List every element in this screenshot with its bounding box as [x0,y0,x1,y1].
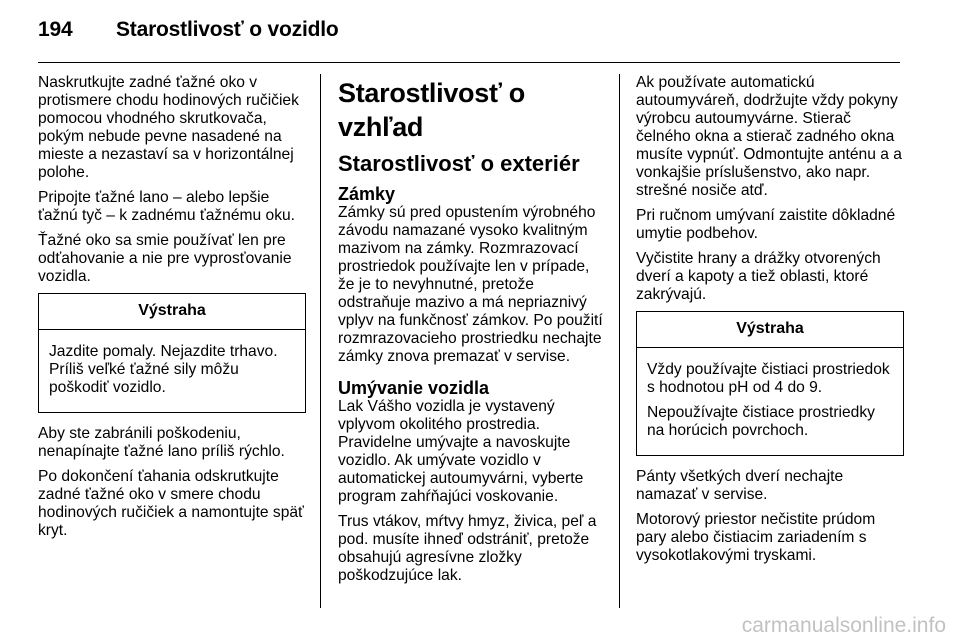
warning-box [38,293,306,413]
section-title: Starostlivosť o vozidlo [116,18,339,41]
warning-box [636,311,904,456]
paragraph: Vyčistite hrany a drážky otvorených dverí a kapoty a tiež oblasti, ktoré zakrývajú. [636,250,881,303]
header-rule [38,62,900,63]
paragraph: Motorový priestor nečistite prúdom pary alebo čistiacim zariadením s vysokotlakovými tryskami. [636,511,876,564]
subsection-heading-locks: Zámky [338,184,396,204]
paragraph: Lak Vášho vozidla je vystavený vplyvom okolitého prostredia. Pravidelne umývajte a navoskujte vozidlo. Ak umývate vozidlo v automatickej autoumyvárni, vyberte program zahŕňajúci voskovanie. [338,398,584,505]
paragraph: Aby ste zabránili poškodeniu, nenapínajte ťažné lano príliš rýchlo. [38,425,285,460]
page-header [38,18,339,42]
warning-text: Vždy používajte čistiaci prostriedok s hodnotou pH od 4 do 9. [647,361,890,396]
paragraph: Trus vtákov, mŕtvy hmyz, živica, peľ a pod. musíte ihneď odstrániť, pretože obsahujú agresívne zložky poškodzujúce lak. [338,513,597,584]
paragraph: Naskrutkujte zadné ťažné oko v protismere chodu hodinových ručičiek pomocou vhodného skrutkovača, pokým nebude pevne nasadené na mieste a nezastaví sa v horizontálnej polohe. [38,74,299,181]
paragraph: Po dokončení ťahania odskrutkujte zadné ťažné oko v smere chodu hodinových ručičiek a namontujte späť kryt. [38,468,304,539]
warning-title: Výstraha [637,312,903,348]
paragraph: Ťažné oko sa smie používať len pre odťahovanie a nie pre vyprosťovanie vozidla. [38,232,292,285]
warning-text: Jazdite pomaly. Nejazdite trhavo. Príliš veľké ťažné sily môžu poškodiť vozidlo. [49,343,278,396]
section-heading: Starostlivosť o exteriér [338,151,580,176]
column-divider-2 [619,74,620,608]
warning-title: Výstraha [39,294,305,330]
column-3 [636,74,904,572]
page-number: 194 [38,18,73,41]
warning-body [39,330,305,412]
paragraph: Pri ručnom umývaní zaistite dôkladné umytie podbehov. [636,207,896,242]
paragraph: Pánty všetkých dverí nechajte namazať v servise. [636,468,844,503]
column-2 [338,74,606,592]
paragraph: Pripojte ťažné lano – alebo lepšie ťažnú tyč – k zadnému ťažnému oku. [38,189,295,224]
column-1 [38,74,306,547]
watermark: carmanualsonline.info [741,614,946,637]
warning-body [637,348,903,455]
subsection-heading-washing: Umývanie vozidla [338,378,490,398]
warning-text: Nepoužívajte čistiace prostriedky na horúcich povrchoch. [647,404,875,439]
chapter-heading: Starostlivosť o vzhľad [338,78,525,142]
column-divider-1 [320,74,321,608]
paragraph: Ak používate automatickú autoumyváreň, dodržujte vždy pokyny výrobcu autoumyvárne. Stierač čelného okna a stierač zadného okna musíte vypnúť. Odmontujte anténu a a vonkajšie príslušenstvo, ako napr. strešné nosiče atď. [636,74,902,199]
paragraph: Zámky sú pred opustením výrobného závodu namazané vysoko kvalitným mazivom na zámky. Rozmrazovací prostriedok používajte len v prípade, že je to nevyhnutné, pretože odstraňuje mazivo a má nepriaznivý vplyv na funkčnosť zámkov. Po použití rozmrazovacieho prostriedku nechajte zámky znova premazať v servise. [338,204,603,365]
